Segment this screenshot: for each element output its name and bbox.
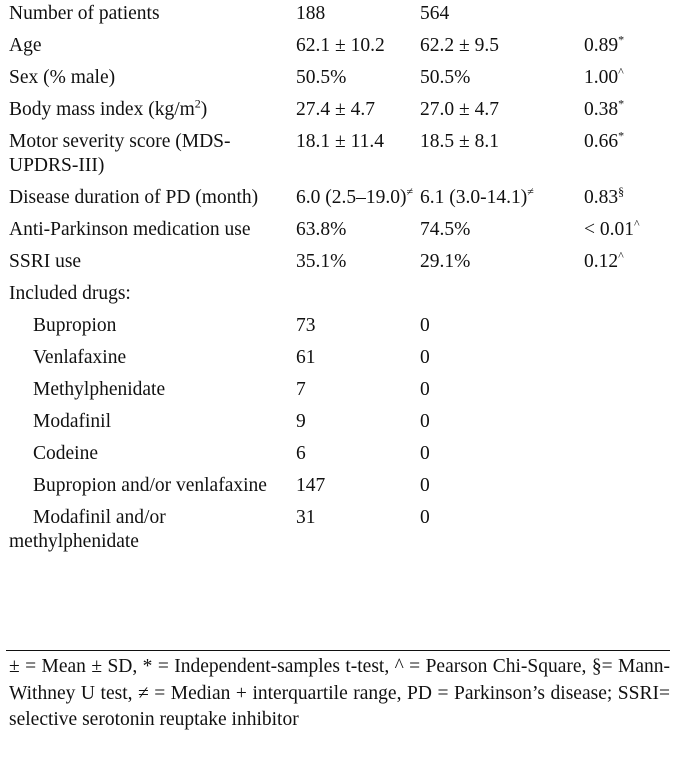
drug-row <box>0 438 670 470</box>
drug-name: Methylphenidate <box>33 379 166 400</box>
table-row <box>0 30 670 62</box>
drug-name: Codeine <box>33 443 98 464</box>
drug-row <box>0 470 670 502</box>
p-value: 1.00^ <box>584 64 624 88</box>
row-label: Number of patients <box>9 3 160 24</box>
group2-value: 6.1 (3.0-14.1)≠ <box>420 184 534 208</box>
table-row <box>0 0 670 30</box>
group2-value: 0 <box>420 379 430 400</box>
group1-value: 188 <box>296 3 326 24</box>
drugs-heading: Included drugs: <box>9 283 131 304</box>
table-bottom-rule <box>6 650 670 651</box>
group1-value: 6 <box>296 443 306 464</box>
group1-value: 62.1 ± 10.2 <box>296 35 385 56</box>
p-value <box>574 0 670 30</box>
drug-name: Bupropion <box>33 315 117 336</box>
drug-row <box>0 310 670 342</box>
p-value: 0.38* <box>584 96 625 120</box>
group1-value: 7 <box>296 379 306 400</box>
group1-value: 35.1% <box>296 251 347 272</box>
group1-value: 147 <box>296 475 326 496</box>
row-label: Body mass index $(kg/m^2)$ <box>9 96 208 120</box>
group2-value: 0 <box>420 443 430 464</box>
p-value: 0.12^ <box>584 248 624 272</box>
table-row <box>0 278 670 310</box>
p-value: 0.89* <box>584 32 625 56</box>
group2-value: 0 <box>420 411 430 432</box>
group2-value: 74.5% <box>420 219 471 240</box>
p-value: < 0.01^ <box>584 216 640 240</box>
group1-value: 9 <box>296 411 306 432</box>
row-label: SSRI use <box>9 251 82 272</box>
group1-value: 50.5% <box>296 67 347 88</box>
group1-value: 27.4 ± 4.7 <box>296 99 375 120</box>
row-label: Disease duration of PD (month) <box>9 187 259 208</box>
group2-value: 27.0 ± 4.7 <box>420 99 499 120</box>
group1-value: 61 <box>296 347 316 368</box>
p-value: 0.83§ <box>584 184 625 208</box>
group1-value: 6.0 (2.5–19.0)≠ <box>296 184 414 208</box>
drug-name: Modafinil and/or methylphenidate <box>9 507 166 552</box>
drug-row <box>0 342 670 374</box>
row-label: Anti-Parkinson medication use <box>9 219 251 240</box>
group2-value: 50.5% <box>420 67 471 88</box>
table-footnote: ± = Mean ± SD, * = Independent-samples t-test, ^ = Pearson Chi-Square, §= Mann-Withney U test, ≠ = Median + interquartile range, PD = Parkinson’s disease; SSRI= selective serotonin reuptake inhibitor <box>9 656 670 730</box>
row-label: Sex (% male) <box>9 67 116 88</box>
group2-value: 0 <box>420 475 430 496</box>
table-row <box>0 94 670 126</box>
group1-value: 18.1 ± 11.4 <box>296 131 384 152</box>
drug-row <box>0 406 670 438</box>
row-label: Motor severity score (MDS-UPDRS-III) <box>9 131 231 176</box>
drug-row <box>0 374 670 406</box>
group2-value: 0 <box>420 507 430 528</box>
group2-value: 564 <box>420 3 450 24</box>
group2-value: 29.1% <box>420 251 471 272</box>
group2-value: 0 <box>420 315 430 336</box>
drug-name: Bupropion and/or venlafaxine <box>33 475 267 496</box>
drug-name: Modafinil <box>33 411 111 432</box>
drug-row <box>0 502 670 558</box>
group2-value: 62.2 ± 9.5 <box>420 35 499 56</box>
drug-name: Venlafaxine <box>33 347 127 368</box>
group1-value: 63.8% <box>296 219 347 240</box>
table-row <box>0 214 670 246</box>
table-row <box>0 246 670 278</box>
group1-value: 73 <box>296 315 316 336</box>
table-row <box>0 62 670 94</box>
table-row <box>0 126 670 182</box>
group2-value: 0 <box>420 347 430 368</box>
table-row <box>0 182 670 214</box>
group2-value: 18.5 ± 8.1 <box>420 131 499 152</box>
row-label: Age <box>9 35 42 56</box>
p-value: 0.66* <box>584 128 625 152</box>
group1-value: 31 <box>296 507 316 528</box>
